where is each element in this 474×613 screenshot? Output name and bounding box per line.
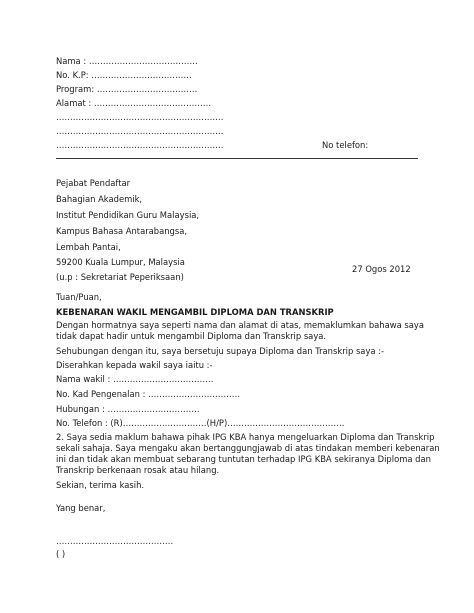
paragraph-4-line-3: ini dan tidak akan membuat sebarang tuntutan terhadap IPG KBA sekiranya Diploma dan [56, 454, 431, 464]
field-wakil-telefon: No. Telefon : (R)…………………………(H/P)…………………………………… [56, 418, 345, 428]
salutation: Tuan/Puan, [56, 292, 102, 302]
signature-line: …………………………………… [56, 536, 174, 546]
recipient-line-4: Kampus Bahasa Antarabangsa, [56, 226, 188, 236]
field-no-kp: No. K.P: ……………………………… [56, 70, 192, 80]
recipient-line-6: 59200 Kuala Lumpur, Malaysia [56, 257, 185, 267]
field-wakil-nama: Nama wakil : ……………………………… [56, 374, 214, 384]
field-alamat: Alamat : …………………………………… [56, 98, 212, 108]
paragraph-4-line-1: 2. Saya sedia maklum bahawa pihak IPG KBA hanya mengeluarkan Diploma dan Transkrip [56, 432, 435, 442]
closing: Yang benar, [56, 503, 106, 513]
field-program: Program: ……………………………… [56, 84, 198, 94]
recipient-line-7: (u.p : Sekretariat Peperiksaan) [56, 272, 184, 282]
field-wakil-kp: No. Kad Pengenalan : …………………………… [56, 389, 241, 399]
paragraph-4-line-4: Transkrip berkenaan rosak atau hilang. [56, 465, 220, 475]
recipient-line-3: Institut Pendidikan Guru Malaysia, [56, 210, 200, 220]
paragraph-1-line-1: Dengan hormatnya saya seperti nama dan alamat di atas, memaklumkan bahawa saya [56, 320, 424, 330]
field-alamat-line3: …………………………………………………… [56, 126, 224, 136]
paragraph-4-line-2: sekali sahaja. Saya mengaku akan bertanggungjawab di atas tindakan memberi kebenaran [56, 443, 440, 453]
paragraph-2: Sehubungan dengan itu, saya bersetuju supaya Diploma dan Transkrip saya :- [56, 346, 385, 356]
recipient-line-5: Lembah Pantai, [56, 242, 121, 252]
closing-thanks: Sekian, terima kasih. [56, 480, 145, 490]
letter-subject: KEBENARAN WAKIL MENGAMBIL DIPLOMA DAN TRANSKRIP [56, 307, 334, 317]
paragraph-3: Diserahkan kepada wakil saya iaitu :- [56, 360, 213, 370]
letter-date: 27 Ogos 2012 [352, 264, 411, 274]
paragraph-1-line-2: tidak dapat hadir untuk mengambil Diploma dan Transkrip saya. [56, 331, 327, 341]
recipient-line-1: Pejabat Pendaftar [56, 178, 131, 188]
recipient-line-2: Bahagian Akademik, [56, 194, 143, 204]
field-no-telefon: No telefon: [322, 140, 369, 150]
field-wakil-hubungan: Hubungan : …………………………… [56, 404, 200, 414]
header-divider [56, 158, 418, 159]
field-nama: Nama : ………………………………… [56, 56, 198, 66]
field-alamat-line2: …………………………………………………… [56, 112, 224, 122]
field-alamat-line4: …………………………………………………… [56, 140, 224, 150]
signature-name-bracket: ( ) [56, 549, 66, 559]
